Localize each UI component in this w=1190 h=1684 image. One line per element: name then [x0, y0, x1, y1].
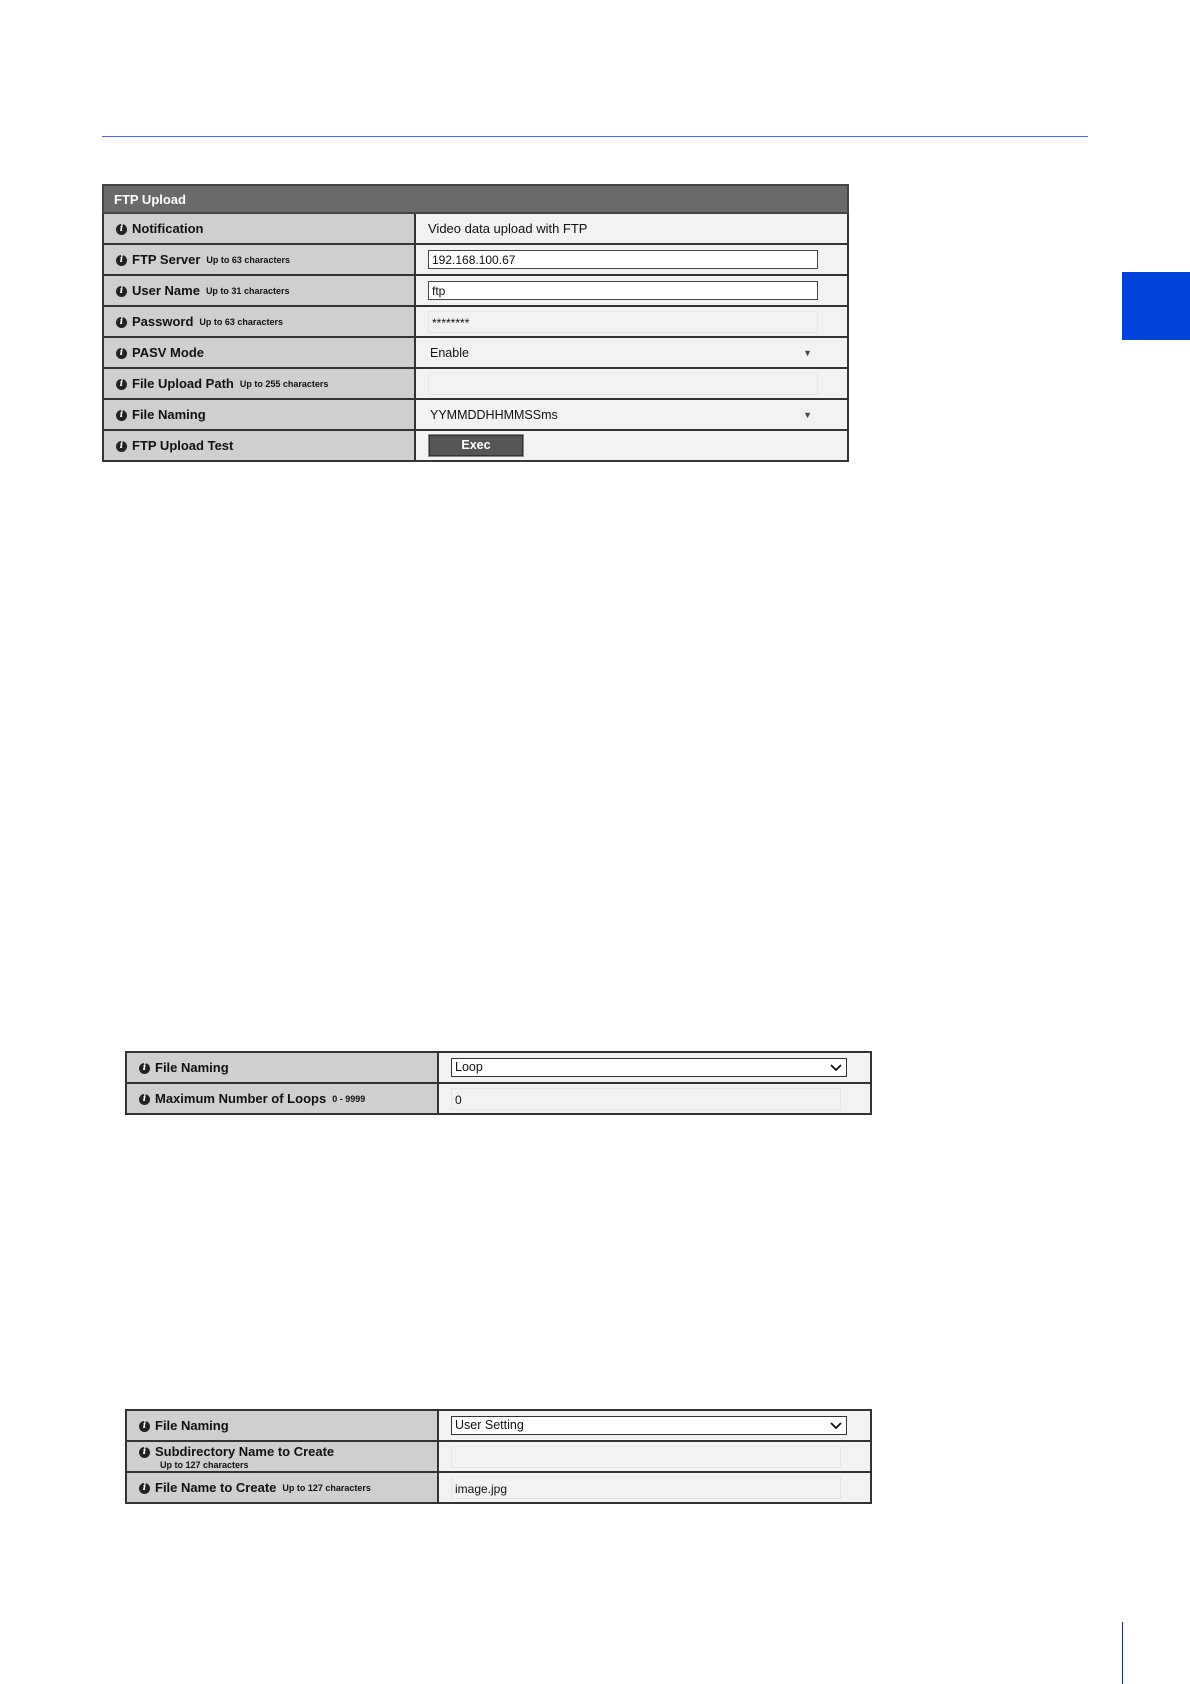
notification-row: [103, 213, 848, 244]
file-naming-row: [103, 399, 848, 430]
file-naming-label: File Naming: [132, 407, 206, 423]
info-icon[interactable]: i: [139, 1421, 150, 1432]
info-icon[interactable]: i: [139, 1447, 150, 1458]
file-name-note: Up to 127 characters: [282, 1483, 371, 1494]
info-icon[interactable]: i: [139, 1063, 150, 1074]
top-rule: [102, 136, 1088, 137]
user-name-label: User Name: [132, 283, 200, 299]
loop-file-naming-value: Loop: [455, 1060, 483, 1074]
info-icon[interactable]: i: [116, 379, 127, 390]
dropdown-arrow-icon[interactable]: ▼: [803, 409, 812, 420]
pasv-mode-value: Enable: [430, 345, 469, 360]
loop-file-naming-label: File Naming: [155, 1060, 229, 1076]
ftp-upload-test-row: [103, 430, 848, 461]
file-name-row: [126, 1472, 871, 1503]
max-loops-note: 0 - 9999: [332, 1094, 366, 1105]
password-input[interactable]: ********: [428, 311, 818, 333]
info-icon[interactable]: i: [116, 317, 127, 328]
user-file-naming-value: User Setting: [455, 1418, 524, 1432]
info-icon[interactable]: i: [139, 1094, 150, 1105]
user-name-note: Up to 31 characters: [205, 286, 290, 297]
notification-label: Notification: [132, 221, 204, 237]
user-file-naming-row: [126, 1410, 871, 1441]
loop-file-naming-row: [126, 1052, 871, 1083]
exec-button[interactable]: Exec: [428, 434, 524, 457]
user-name-input[interactable]: ftp: [428, 281, 818, 300]
notification-value: Video data upload with FTP: [428, 221, 588, 236]
subdirectory-row: [126, 1441, 871, 1472]
subdirectory-label: Subdirectory Name to Create: [155, 1444, 335, 1460]
info-icon[interactable]: i: [116, 410, 127, 421]
password-note: Up to 63 characters: [199, 317, 283, 328]
pasv-mode-row: [103, 337, 848, 368]
chapter-tab: [1122, 272, 1190, 340]
file-naming-select[interactable]: [428, 404, 818, 426]
ftp-server-input[interactable]: 192.168.100.67: [428, 250, 818, 269]
ftp-upload-table: [102, 184, 849, 462]
max-loops-input[interactable]: 0: [451, 1088, 841, 1110]
pasv-mode-select[interactable]: [428, 342, 818, 364]
file-naming-value: YYMMDDHHMMSSms: [430, 407, 558, 422]
file-upload-path-label: File Upload Path: [132, 376, 234, 392]
chevron-down-icon[interactable]: [828, 1059, 844, 1076]
pasv-mode-label: PASV Mode: [132, 345, 204, 361]
password-row: [103, 306, 848, 337]
ftp-server-note: Up to 63 characters: [206, 255, 290, 266]
file-upload-path-input[interactable]: [428, 373, 818, 395]
loop-file-naming-select[interactable]: [451, 1058, 847, 1077]
info-icon[interactable]: i: [116, 224, 127, 235]
info-icon[interactable]: i: [116, 441, 127, 452]
ftp-server-label: FTP Server: [132, 252, 201, 268]
user-file-naming-label: File Naming: [155, 1418, 229, 1434]
page-rule: [1122, 1622, 1123, 1684]
file-name-input[interactable]: image.jpg: [451, 1477, 841, 1499]
ftp-upload-title: FTP Upload: [103, 185, 848, 213]
info-icon[interactable]: i: [116, 286, 127, 297]
file-upload-path-note: Up to 255 characters: [239, 379, 329, 390]
info-icon[interactable]: i: [116, 255, 127, 266]
chevron-down-icon[interactable]: [828, 1417, 844, 1434]
password-label: Password: [132, 314, 194, 330]
dropdown-arrow-icon[interactable]: ▼: [803, 347, 812, 358]
subdirectory-input[interactable]: [451, 1446, 841, 1468]
file-upload-path-row: [103, 368, 848, 399]
info-icon[interactable]: i: [116, 348, 127, 359]
subdirectory-note: Up to 127 characters: [160, 1459, 249, 1470]
loop-table: [125, 1051, 872, 1115]
max-loops-label: Maximum Number of Loops: [155, 1091, 327, 1107]
user-setting-table: [125, 1409, 872, 1504]
ftp-server-row: [103, 244, 848, 275]
file-name-label: File Name to Create: [155, 1480, 277, 1496]
user-file-naming-select[interactable]: [451, 1416, 847, 1435]
user-name-row: [103, 275, 848, 306]
max-loops-row: [126, 1083, 871, 1114]
info-icon[interactable]: i: [139, 1483, 150, 1494]
ftp-upload-test-label: FTP Upload Test: [132, 438, 234, 454]
